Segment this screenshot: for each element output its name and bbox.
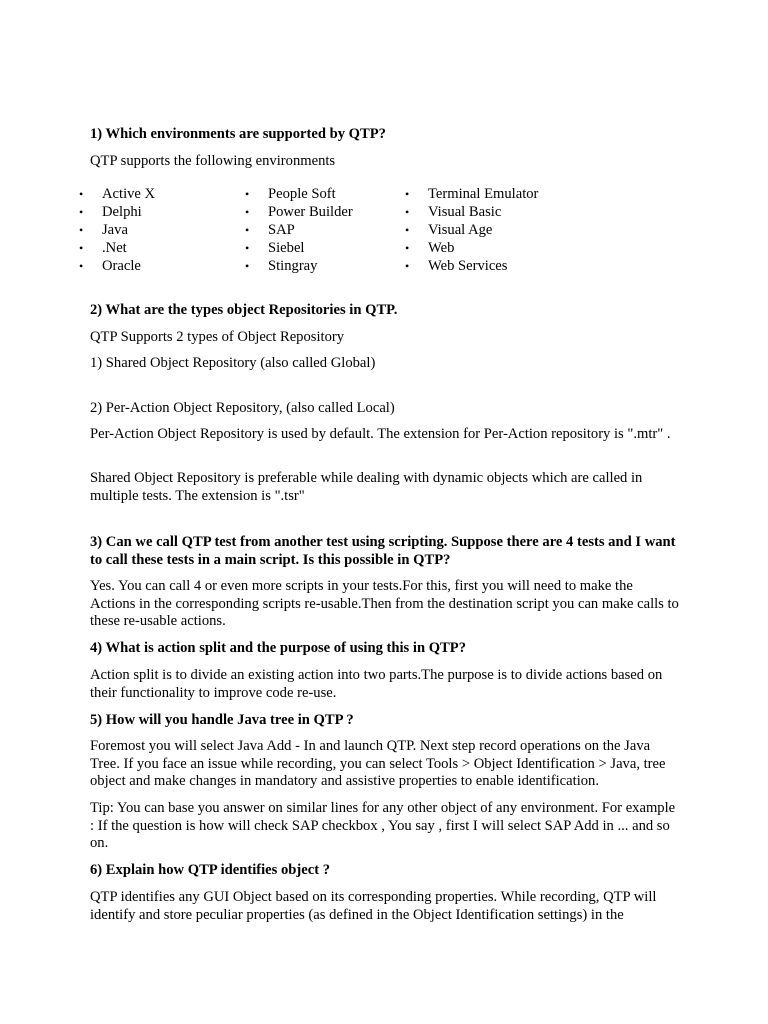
q6-heading: 6) Explain how QTP identifies object ? [90, 862, 330, 878]
q1-intro: QTP supports the following environments [90, 153, 336, 169]
list-item: • Active X [79, 186, 156, 202]
q6-paragraph-1: QTP identifies any GUI Object based on its corresponding properties. While recording, QTP will identify and store peculiar properties (as defined in the Object Identification settings) in the [90, 889, 657, 923]
list-item: • Oracle [79, 258, 141, 274]
list-item: • .Net [79, 240, 127, 256]
q2-paragraph-3: 2) Per-Action Object Repository, (also called Local) [90, 400, 395, 416]
q4-heading: 4) What is action split and the purpose of using this in QTP? [90, 640, 467, 656]
list-item: • Siebel [245, 240, 305, 256]
q2-paragraph-1: QTP Supports 2 types of Object Repository [90, 329, 345, 345]
q3-heading: 3) Can we call QTP test from another test using scripting. Suppose there are 4 tests and I want to call these tests in a main script. Is this possible in QTP? [90, 534, 676, 568]
list-item: • Java [79, 222, 128, 238]
q2-paragraph-4: Per-Action Object Repository is used by default. The extension for Per-Action repository is ".mtr" . [90, 426, 671, 442]
q3-paragraph-1: Yes. You can call 4 or even more scripts in your tests.For this, first you will need to make the Actions in the corresponding scripts re-usable.Then from the destination script you can make calls to these re-usable actions. [90, 578, 679, 630]
q2-heading: 2) What are the types object Repositories in QTP. [90, 302, 398, 318]
list-item: • Visual Age [405, 222, 493, 238]
list-item: • Stingray [245, 258, 318, 274]
list-item: • People Soft [245, 186, 336, 202]
list-item: • Web Services [405, 258, 508, 274]
q2-paragraph-5: Shared Object Repository is preferable while dealing with dynamic objects which are called in multiple tests. The extension is ".tsr" [90, 470, 643, 504]
list-item: • Terminal Emulator [405, 186, 539, 202]
list-item: • Visual Basic [405, 204, 502, 220]
list-item: • Delphi [79, 204, 142, 220]
q2-paragraph-2: 1) Shared Object Repository (also called Global) [90, 355, 376, 371]
list-item: • Power Builder [245, 204, 353, 220]
q5-paragraph-2: Tip: You can base you answer on similar lines for any other object of any environment. For example : If the question is how will check SAP checkbox , You say , first I will select SAP Add in ... and so on. [90, 800, 676, 852]
q1-heading: 1) Which environments are supported by QTP? [90, 126, 386, 142]
environment-list-col1 [79, 185, 156, 275]
q5-paragraph-1: Foremost you will select Java Add - In and launch QTP. Next step record operations on the Java Tree. If you face an issue while recording, you can select Tools > Object Identification > Java, tree object and make changes in mandatory and assistive properties to enable identification. [90, 738, 666, 790]
environment-list-col3 [405, 185, 539, 275]
q4-paragraph-1: Action split is to divide an existing action into two parts.The purpose is to divide actions based on their functionality to improve code re-use. [90, 667, 663, 701]
list-item: • Web [405, 240, 455, 256]
environment-list-col2 [245, 185, 353, 275]
list-item: • SAP [245, 222, 295, 238]
q5-heading: 5) How will you handle Java tree in QTP ? [90, 712, 354, 728]
